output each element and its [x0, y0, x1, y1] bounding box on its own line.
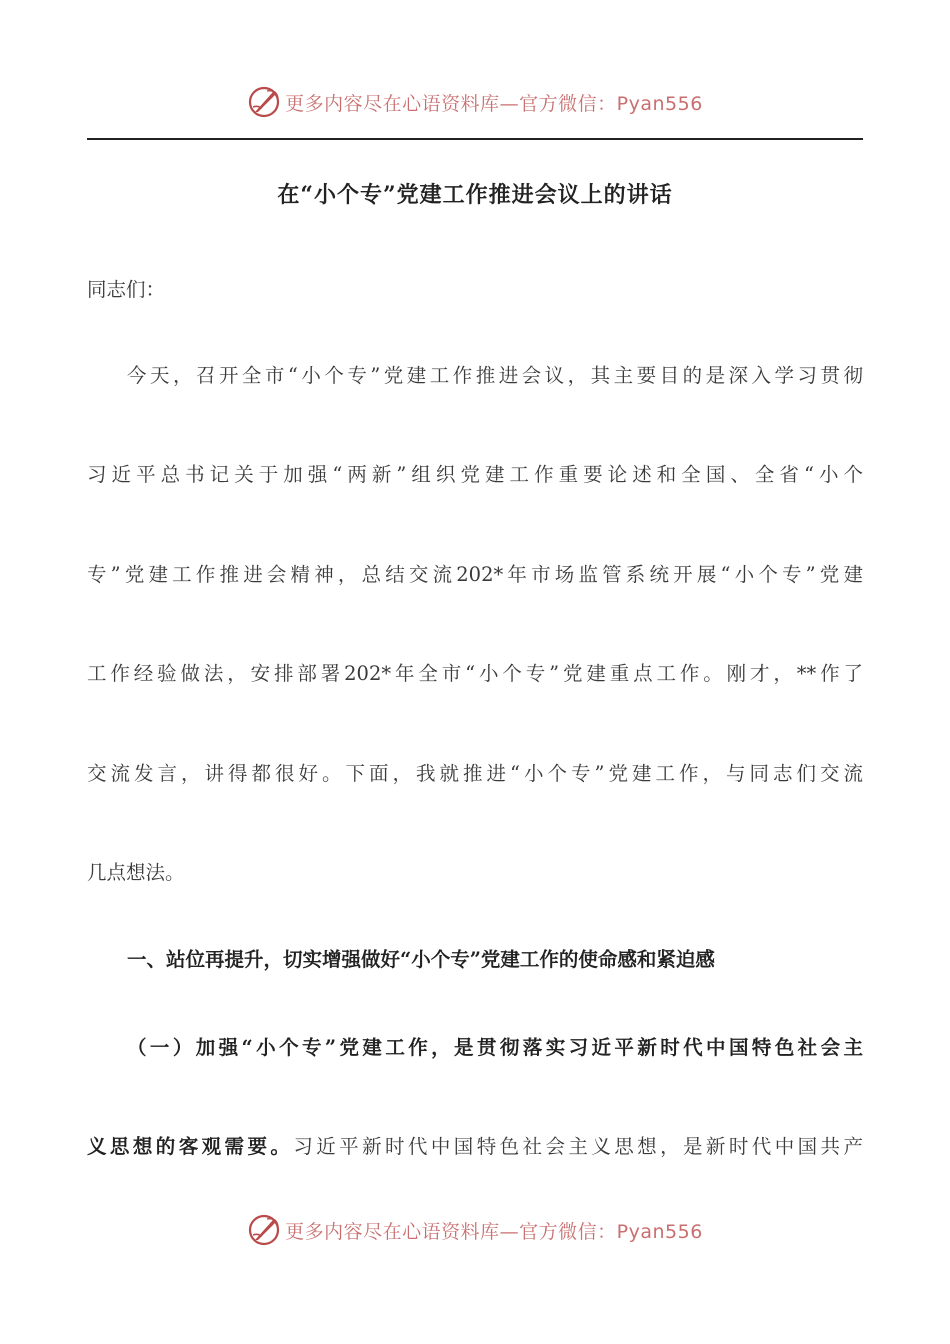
footer-wechat-id: Pyan556: [616, 1220, 703, 1243]
paragraph-line: [87, 1133, 863, 1161]
paragraph-line: 工作经验做法，安排部署202*年全市“小个专”党建重点工作。刚才，**作了: [87, 662, 863, 685]
header-divider: [87, 138, 863, 140]
header-banner-text: 更多内容尽在心语资料库—官方微信：Pyan556: [285, 92, 703, 115]
footer-banner: [0, 1210, 950, 1250]
document-title: 在“小个专”党建工作推进会议上的讲话: [277, 182, 673, 208]
section-heading: 一、站位再提升，切实增强做好“小个专”党建工作的使命感和紧迫感: [127, 948, 715, 971]
paragraph-line: 今天，召开全市“小个专”党建工作推进会议，其主要目的是深入学习贯彻: [127, 364, 863, 387]
paragraph-line: 专”党建工作推进会精神，总结交流202*年市场监管系统开展“小个专”党建: [87, 563, 863, 586]
paragraph-line: 习近平总书记关于加强“两新”组织党建工作重要论述和全国、全省“小个: [87, 463, 863, 486]
header-wechat-id: Pyan556: [616, 92, 703, 115]
header-banner: [0, 82, 950, 122]
quill-pen-icon: [247, 1213, 281, 1247]
subsection-heading-continued: 义思想的客观需要。: [87, 1135, 294, 1158]
subsection-heading: （一）加强“小个专”党建工作，是贯彻落实习近平新时代中国特色社会主: [127, 1036, 863, 1059]
paragraph-line: 交流发言，讲得都很好。下面，我就推进“小个专”党建工作，与同志们交流: [87, 762, 863, 785]
footer-banner-text: 更多内容尽在心语资料库—官方微信：Pyan556: [285, 1220, 703, 1243]
paragraph-text: 习近平新时代中国特色社会主义思想，是新时代中国共产: [293, 1135, 863, 1158]
paragraph-line: 几点想法。: [87, 861, 185, 884]
quill-pen-icon: [247, 85, 281, 119]
salutation: 同志们：: [87, 278, 166, 301]
